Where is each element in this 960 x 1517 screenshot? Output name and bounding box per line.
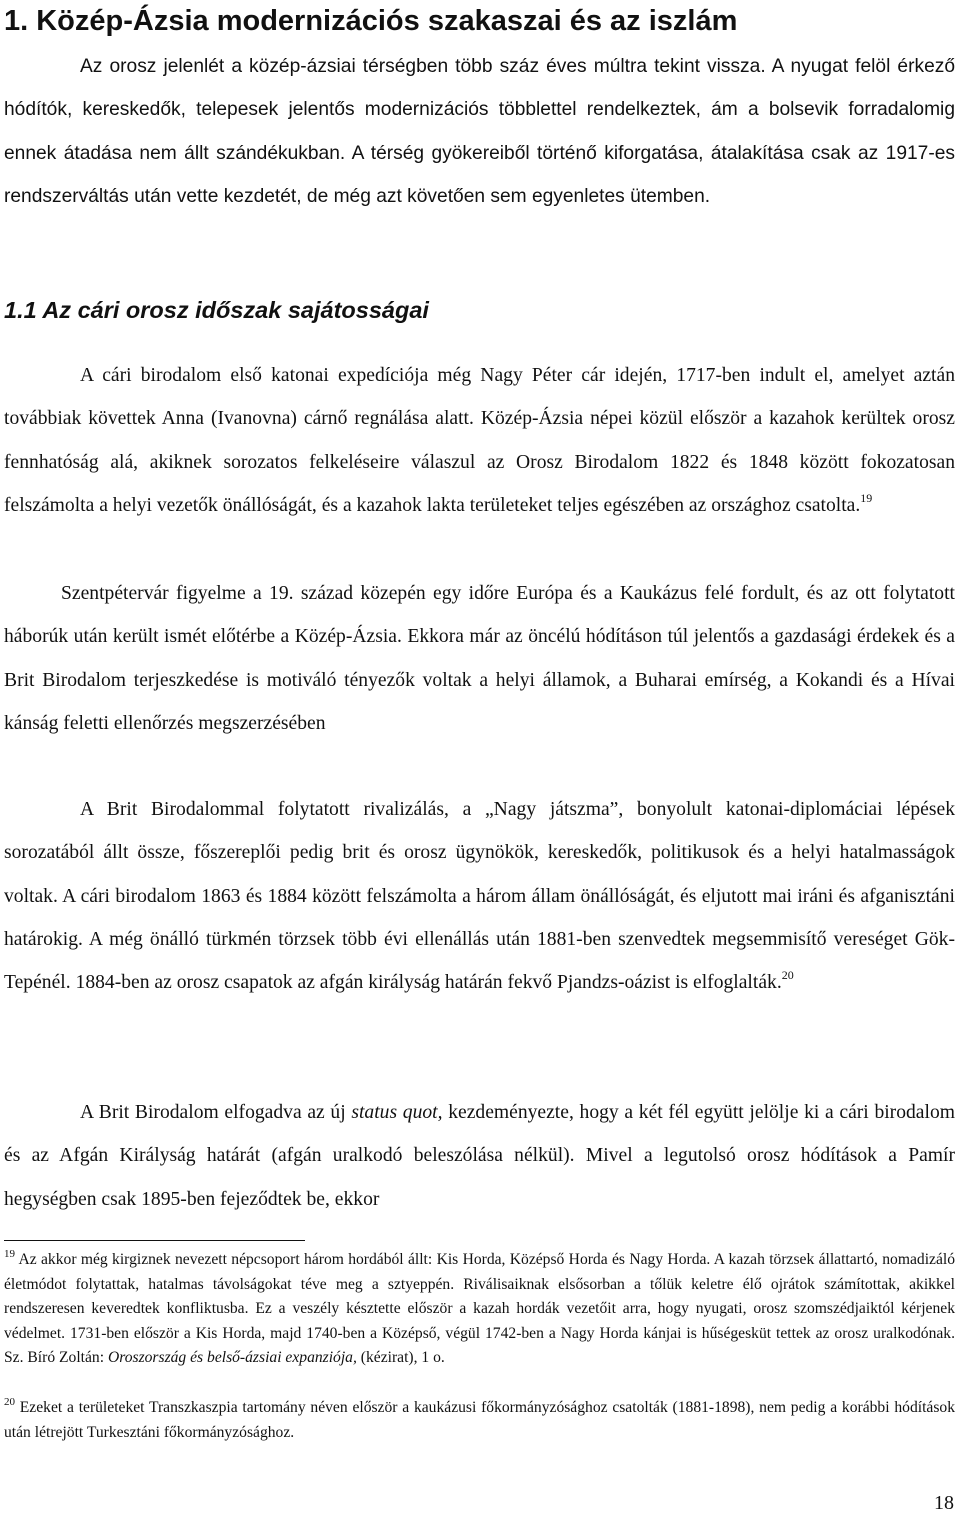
paragraph-1-text: A cári birodalom első katonai expedíciója még Nagy Péter cár idején, 1717-ben indult el, amelyet aztán továbbiak követtek Anna (Ivanovna) cárnő regnálása alatt. Közép-Ázsia népei közül először a kazahok kerültek orosz fennhatóság alá, akiknek sorozatos felkeléseire válaszul az Orosz Birodalom 1822 és 1848 között fokozatosan felszámolta a helyi vezetők önállóságát, és a kazahok lakta területeket teljes egészében az országhoz csatolta. [4, 365, 955, 516]
paragraph-4-italic: status quot, [351, 1102, 443, 1123]
intro-paragraph: Az orosz jelenlét a közép-ázsiai térségben több száz éves múltra tekint vissza. A nyugat felöl érkező hódítók, kereskedők, telepesek jelentős modernizációs többlettel rendelkeztek, ám a bolsevik forradalomig ennek átadása nem állt szándékukban. A térség gyökereiből történő kiforgatása, átalakítása csak az 1917-es rendszerváltás után vette kezdetét, de még azt követően sem egyenletes ütemben. [4, 56, 955, 207]
footnote-20-number: 20 [4, 1396, 15, 1408]
footnote-ref-19[interactable]: 19 [860, 490, 873, 505]
paragraph-3 [4, 788, 955, 1004]
paragraph-2: Szentpétervár figyelme a 19. század közepén egy időre Európa és a Kaukázus felé fordult, és az ott folytatott háborúk után került ismét előtérbe a Közép-Ázsia. Ekkora már az öncélú hódításon túl jelentős a gazdasági érdekek és a Brit Birodalom terjeszkedése is motiváló tényezők voltak a helyi államok, a Buharai emírség, a Kokandi és a Hívai kánság feletti ellenőrzés megszerzésében [4, 583, 955, 734]
footnote-20 [4, 1396, 955, 1445]
footnote-19-number: 19 [4, 1248, 15, 1260]
footnote-20-text: Ezeket a területeket Transzkaszpia tartomány néven először a kaukázusi főkormányzósághoz csatolták (1881-1898), nem pedig a korábbi hódítások után létrejött Turkesztáni főkormányzósághoz. [4, 1399, 955, 1441]
paragraph-4 [4, 1091, 955, 1221]
paragraph-4-text-a: A Brit Birodalom elfogadva az új [80, 1102, 352, 1123]
chapter-heading: 1. Közép-Ázsia modernizációs szakaszai és az iszlám [4, 5, 738, 37]
footnote-19 [4, 1248, 955, 1371]
footnote-ref-20[interactable]: 20 [781, 968, 794, 983]
footnote-19-text: Az akkor még kirgiznek nevezett népcsoport három hordából állt: Kis Horda, Középső Horda és Nagy Horda. A kazah törzsek állattartó, nomadizáló életmódot folytattak, hatalmas távolságokat téve meg a sztyeppén. Riválisaiknak elsősorban a tőlük keletre élő ojrátok számítottak, akikkel rendszeresen keveredtek konfliktusba. Ez a veszély késztette először a kazah hordák vezetőit arra, hogy nyugati, orosz szomszédjaiktól kérjenek védelmet. 1731-ben először a Kis Horda, majd 1740-ben a Középső, végül 1742-ben a Nagy Horda kánjai is hűségesküt tettek az orosz uralkodónak. Sz. Bíró Zoltán: [4, 1251, 955, 1367]
paragraph-1 [4, 354, 955, 527]
footnote-19-italic: Oroszország és belső-ázsiai expanziója, [107, 1349, 357, 1367]
footnote-19-text-end: (kézirat), 1 o. [356, 1349, 445, 1367]
footnote-separator [4, 1240, 305, 1241]
paragraph-3-text: A Brit Birodalommal folytatott rivalizálás, a „Nagy játszma”, bonyolult katonai-diplomáciai lépések sorozatából állt össze, főszereplői pedig brit és orosz ügynökök, kereskedők, politikusok és a helyi hatalmasságok voltak. A cári birodalom 1863 és 1884 között felszámolta a három állam önállóságát, és eljutott mai iráni és afganisztáni határokig. A még önálló türkmén törzsek több évi ellenállás után 1881-ben szenvedtek megsemmisítő vereséget Gök-Tepénél. 1884-ben az orosz csapatok az afgán királyság határán fekvő Pjandzs-oázist is elfoglalták. [4, 799, 955, 994]
paragraph-4-text-b: kezdeményezte, hogy a két fél együtt jelölje ki a cári birodalom és az Afgán Királyság határát (afgán uralkodó beleszólása nélkül). Mivel a legutolsó orosz hódítások a Pamír hegységben csak 1895-ben fejeződtek be, ekkor [4, 1102, 955, 1210]
page-number: 18 [934, 1492, 954, 1514]
section-heading: 1.1 Az cári orosz időszak sajátosságai [4, 297, 429, 323]
